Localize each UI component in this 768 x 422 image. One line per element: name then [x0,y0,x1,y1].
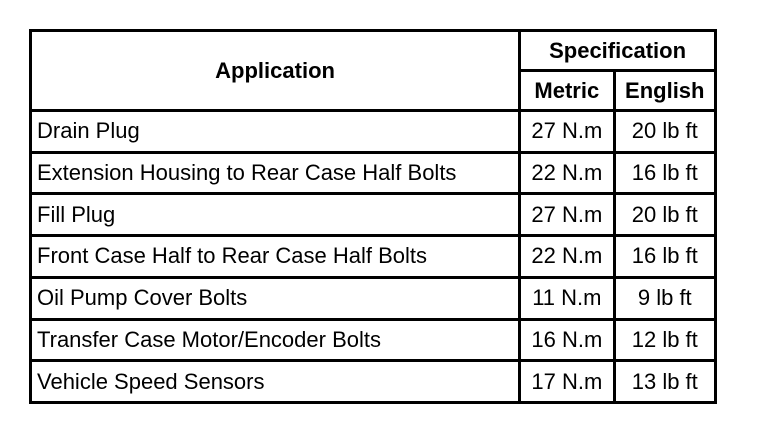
metric-cell: 11 N.m [520,277,614,319]
table-row [31,277,716,319]
table-row [31,236,716,278]
table-row [31,319,716,361]
table-row [31,152,716,194]
application-cell: Extension Housing to Rear Case Half Bolts [31,152,520,194]
metric-header: Metric [520,71,614,111]
english-cell: 13 lb ft [614,361,715,403]
metric-cell: 17 N.m [520,361,614,403]
english-cell: 12 lb ft [614,319,715,361]
metric-cell: 22 N.m [520,236,614,278]
application-cell: Vehicle Speed Sensors [31,361,520,403]
application-cell: Oil Pump Cover Bolts [31,277,520,319]
application-header: Application [31,31,520,111]
application-cell: Transfer Case Motor/Encoder Bolts [31,319,520,361]
fastener-specification-table [29,29,717,404]
application-cell: Drain Plug [31,111,520,153]
application-cell: Fill Plug [31,194,520,236]
english-cell: 16 lb ft [614,236,715,278]
english-cell: 20 lb ft [614,111,715,153]
application-cell: Front Case Half to Rear Case Half Bolts [31,236,520,278]
table-row [31,111,716,153]
table-header-row [31,31,716,71]
english-header: English [614,71,715,111]
specification-header: Specification [520,31,716,71]
english-cell: 16 lb ft [614,152,715,194]
metric-cell: 22 N.m [520,152,614,194]
metric-cell: 27 N.m [520,194,614,236]
table-row [31,361,716,403]
metric-cell: 27 N.m [520,111,614,153]
english-cell: 9 lb ft [614,277,715,319]
english-cell: 20 lb ft [614,194,715,236]
metric-cell: 16 N.m [520,319,614,361]
table-row [31,194,716,236]
